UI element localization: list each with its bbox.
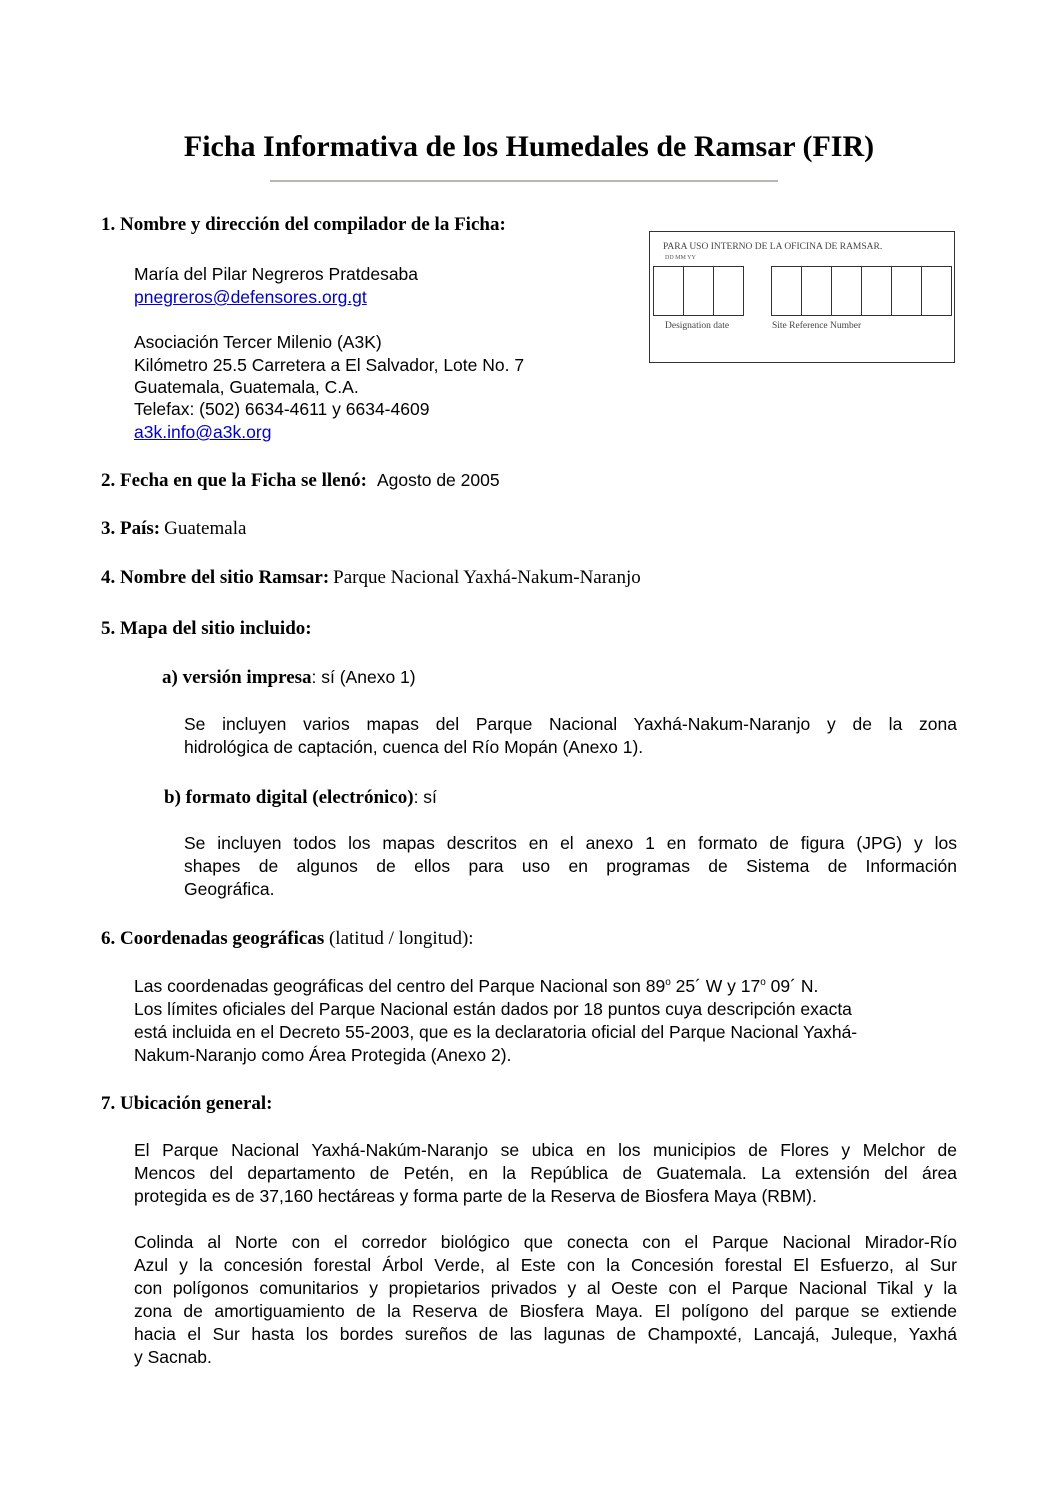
section-5-heading: 5. Mapa del sitio incluido: bbox=[101, 618, 312, 639]
text-line: Azul y la concesión forestal Árbol Verde, al Este con la Concesión forestal El Esfuerzo, al Sur bbox=[134, 1255, 957, 1275]
coords-text: Las coordenadas geográficas del centro del Parque Nacional son 89 bbox=[134, 976, 666, 996]
ramsar-box-caption: PARA USO INTERNO DE LA OFICINA DE RAMSAR. bbox=[663, 242, 883, 252]
text-line: shapes de algunos de ellos para uso en programas de Sistema de Información bbox=[184, 856, 957, 876]
text-line: hidrológica de captación, cuenca del Río Mopán (Anexo 1). bbox=[184, 737, 644, 757]
compiler-email-link[interactable]: pnegreros@defensores.org.gt bbox=[134, 287, 367, 307]
ref-cell bbox=[892, 267, 922, 315]
section-6 bbox=[101, 928, 474, 950]
fill-date-value: Agosto de 2005 bbox=[376, 470, 500, 490]
center-coordinates bbox=[134, 975, 818, 998]
coords-text: 09´ N. bbox=[765, 976, 819, 996]
ref-cell bbox=[922, 267, 951, 315]
section-2 bbox=[101, 469, 500, 492]
printed-version-label: a) versión impresa bbox=[162, 667, 312, 688]
limits-line: está incluida en el Decreto 55-2003, que es la declaratoria oficial del Parque Nacional Yaxhá- bbox=[134, 1022, 858, 1042]
designation-date-cells bbox=[653, 266, 744, 316]
organization-email-link[interactable]: a3k.info@a3k.org bbox=[134, 422, 272, 442]
site-name-value: Parque Nacional Yaxhá-Nakum-Naranjo bbox=[333, 567, 641, 588]
text-line: protegida es de 37,160 hectáreas y forma parte de la Reserva de Biosfera Maya (RBM). bbox=[134, 1186, 817, 1206]
section-7-heading: 7. Ubicación general: bbox=[101, 1093, 273, 1114]
text-line: Geográfica. bbox=[184, 879, 275, 899]
section-3 bbox=[101, 518, 246, 540]
section-2-heading: 2. Fecha en que la Ficha se llenó: bbox=[101, 470, 367, 491]
compiler-name: María del Pilar Negreros Pratdesaba bbox=[134, 264, 419, 284]
limits-line: Los límites oficiales del Parque Nacional están dados por 18 puntos cuya descripción exacta bbox=[134, 999, 852, 1019]
degree-symbol: o bbox=[760, 977, 766, 989]
digital-version-value: : sí bbox=[413, 787, 437, 807]
date-format-label: DD MM YY bbox=[665, 255, 696, 261]
section-3-heading: 3. País: bbox=[101, 518, 161, 539]
text-line: con polígonos comunitarios y propietarios privados y al Oeste con el Parque Nacional Tikal y la bbox=[134, 1278, 957, 1298]
text-line: Mencos del departamento de Petén, en la República de Guatemala. La extensión del área bbox=[134, 1163, 957, 1183]
coords-text: 25´ W y 17 bbox=[670, 976, 761, 996]
title-divider bbox=[270, 180, 778, 182]
text-line: Se incluyen varios mapas del Parque Nacional Yaxhá-Nakum-Naranjo y de la zona bbox=[184, 714, 957, 734]
section-4 bbox=[101, 567, 641, 589]
ref-cell bbox=[832, 267, 862, 315]
text-line: hacia el Sur hasta los bordes sureños de las lagunas de Champoxté, Lancajá, Juleque, Yaxhá bbox=[134, 1324, 957, 1344]
date-cell bbox=[654, 267, 684, 315]
text-line: Se incluyen todos los mapas descritos en el anexo 1 en formato de figura (JPG) y los bbox=[184, 833, 957, 853]
text-line: El Parque Nacional Yaxhá-Nakúm-Naranjo se ubica en los municipios de Flores y Melchor de bbox=[134, 1140, 957, 1160]
site-reference-cells bbox=[771, 266, 952, 316]
compiler-city: Guatemala, Guatemala, C.A. bbox=[134, 377, 359, 397]
country-value: Guatemala bbox=[164, 518, 247, 539]
ref-cell bbox=[802, 267, 832, 315]
digital-version-label: b) formato digital (electrónico) bbox=[164, 787, 414, 808]
digital-version bbox=[164, 786, 437, 809]
ref-cell bbox=[862, 267, 892, 315]
section-6-heading-suffix: (latitud / longitud): bbox=[324, 928, 474, 949]
section-4-heading: 4. Nombre del sitio Ramsar: bbox=[101, 567, 330, 588]
printed-version-value: : sí (Anexo 1) bbox=[311, 667, 416, 687]
text-line: Colinda al Norte con el corredor biológico que conecta con el Parque Nacional Mirador-Río bbox=[134, 1232, 957, 1252]
compiler-organization: Asociación Tercer Milenio (A3K) bbox=[134, 332, 382, 352]
date-cell bbox=[684, 267, 714, 315]
degree-symbol: o bbox=[665, 977, 671, 989]
compiler-phone: Telefax: (502) 6634-4611 y 6634-4609 bbox=[134, 399, 430, 419]
location-paragraph-2 bbox=[134, 1231, 957, 1369]
designation-date-label: Designation date bbox=[665, 321, 730, 331]
compiler-address: Kilómetro 25.5 Carretera a El Salvador, Lote No. 7 bbox=[134, 355, 525, 375]
section-1-heading: 1. Nombre y dirección del compilador de la Ficha: bbox=[101, 214, 506, 235]
limits-line: Nakum-Naranjo como Área Protegida (Anexo 2). bbox=[134, 1045, 512, 1065]
printed-version-text bbox=[184, 713, 957, 759]
ref-cell bbox=[772, 267, 802, 315]
digital-version-text bbox=[184, 832, 957, 901]
section-6-heading: 6. Coordenadas geográficas bbox=[101, 928, 325, 949]
page-title: Ficha Informativa de los Humedales de Ramsar (FIR) bbox=[183, 130, 875, 163]
site-reference-label: Site Reference Number bbox=[772, 321, 862, 331]
text-line: zona de amortiguamiento de la Reserva de Biosfera Maya. El polígono del parque se extiende bbox=[134, 1301, 957, 1321]
location-paragraph-1 bbox=[134, 1139, 957, 1208]
ramsar-office-box bbox=[649, 231, 955, 363]
date-cell bbox=[714, 267, 743, 315]
text-line: y Sacnab. bbox=[134, 1347, 212, 1367]
printed-version bbox=[162, 666, 416, 689]
